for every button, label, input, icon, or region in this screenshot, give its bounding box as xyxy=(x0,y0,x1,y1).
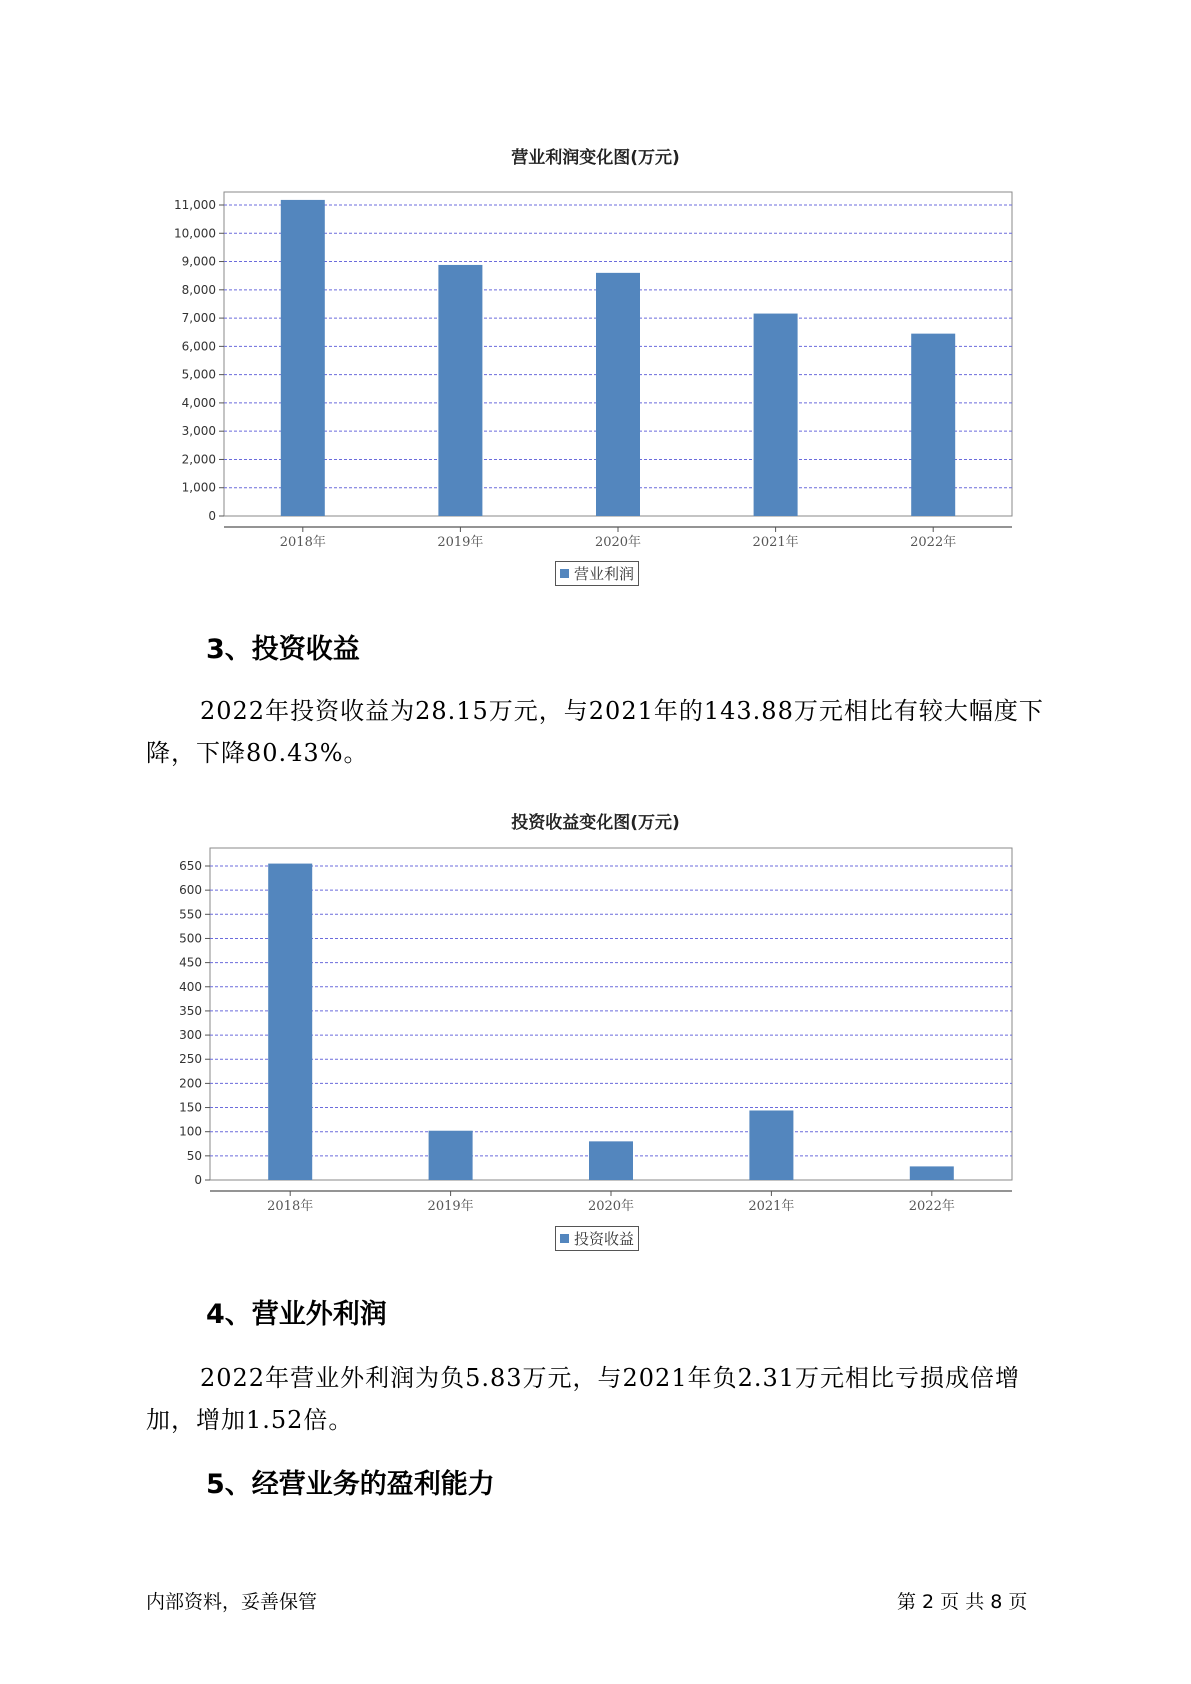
x-tick-label: 2020年 xyxy=(587,1199,635,1214)
y-tick-label: 400 xyxy=(179,979,202,994)
y-tick-label: 11,000 xyxy=(174,198,216,212)
bar xyxy=(749,1110,793,1180)
x-tick-label: 2018年 xyxy=(267,1199,314,1214)
legend-label: 投资收益 xyxy=(574,1230,635,1248)
x-tick-label: 2022年 xyxy=(908,1199,955,1214)
x-tick-label: 2019年 xyxy=(427,1199,474,1214)
y-tick-label: 1,000 xyxy=(181,480,216,495)
y-tick-label: 4,000 xyxy=(181,395,216,410)
y-tick-label: 350 xyxy=(179,1003,202,1018)
y-tick-label: 0 xyxy=(194,1173,202,1187)
y-tick-label: 9,000 xyxy=(181,254,216,269)
y-tick-label: 10,000 xyxy=(174,226,216,241)
y-tick-label: 7,000 xyxy=(181,311,216,326)
x-tick-label: 2019年 xyxy=(437,535,484,550)
bar xyxy=(589,1141,633,1180)
bar xyxy=(429,1131,473,1180)
section-paragraph: 2022年营业外利润为负5.83万元，与2021年负2.31万元相比亏损成倍增加，增加1.52倍。 xyxy=(146,1364,1021,1434)
section-heading: 3、投资收益 xyxy=(206,634,360,665)
y-tick-label: 250 xyxy=(179,1052,202,1067)
chart-title: 营业利润变化图(万元) xyxy=(511,148,680,168)
legend-label: 营业利润 xyxy=(574,565,635,583)
y-tick-label: 6,000 xyxy=(181,339,216,354)
x-tick-label: 2021年 xyxy=(748,1199,795,1214)
y-tick-label: 8,000 xyxy=(181,282,216,297)
section-heading: 5、经营业务的盈利能力 xyxy=(206,1469,495,1500)
y-tick-label: 600 xyxy=(179,883,202,898)
y-tick-label: 100 xyxy=(179,1124,202,1139)
bar xyxy=(910,1166,954,1180)
bar xyxy=(268,864,312,1180)
y-tick-label: 650 xyxy=(179,859,202,873)
section-heading: 4、营业外利润 xyxy=(206,1299,387,1330)
footer-page-number: 第 2 页 共 8 页 xyxy=(897,1591,1028,1613)
y-tick-label: 150 xyxy=(179,1100,202,1115)
y-tick-label: 50 xyxy=(186,1148,202,1163)
y-tick-label: 550 xyxy=(179,907,202,922)
y-tick-label: 2,000 xyxy=(181,452,216,467)
x-tick-label: 2021年 xyxy=(752,535,799,550)
legend-swatch-icon xyxy=(560,1234,569,1243)
y-tick-label: 5,000 xyxy=(181,367,216,382)
x-tick-label: 2022年 xyxy=(910,535,957,550)
chart-title: 投资收益变化图(万元) xyxy=(511,813,680,833)
x-tick-label: 2020年 xyxy=(594,535,642,550)
chart-legend xyxy=(555,1226,639,1251)
x-tick-label: 2018年 xyxy=(279,535,326,550)
plot-frame xyxy=(210,848,1012,1180)
y-tick-label: 450 xyxy=(179,955,202,970)
y-tick-label: 500 xyxy=(179,931,202,946)
section-paragraph: 2022年投资收益为28.15万元，与2021年的143.88万元相比有较大幅度下降，下降80.43%。 xyxy=(146,697,1044,767)
y-tick-label: 200 xyxy=(179,1076,202,1091)
y-tick-label: 0 xyxy=(208,509,216,523)
y-tick-label: 300 xyxy=(179,1028,202,1043)
y-tick-label: 3,000 xyxy=(181,424,216,439)
footer-left: 内部资料，妥善保管 xyxy=(146,1591,318,1613)
